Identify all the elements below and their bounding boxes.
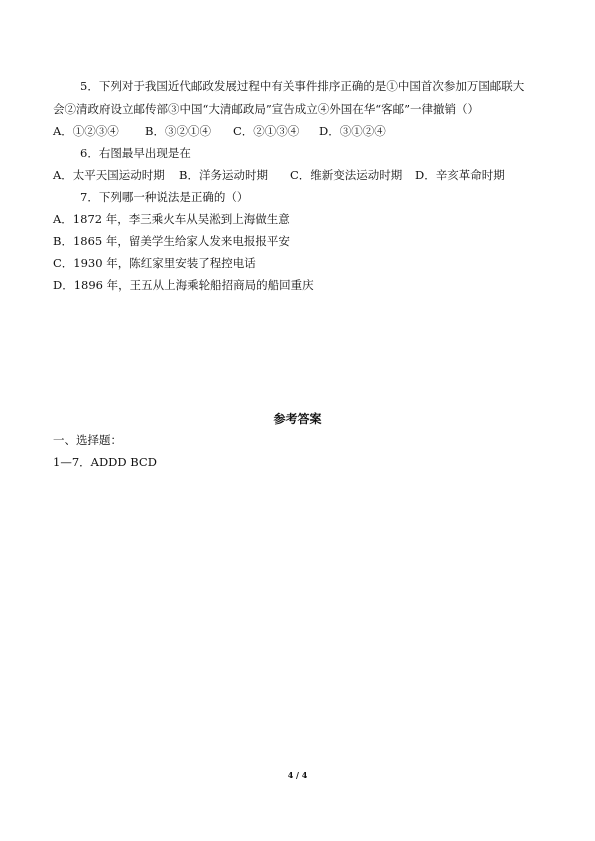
question-6-options xyxy=(53,167,505,183)
question-7-option-a: A．1872 年，李三乘火车从吴淞到上海做生意 xyxy=(53,212,290,226)
question-7-option-d: D．1896 年，王五从上海乘轮船招商局的船回重庆 xyxy=(53,278,314,292)
option-a: A．太平天国运动时期 xyxy=(53,168,165,182)
question-7-option-c: C．1930 年，陈红家里安装了程控电话 xyxy=(53,256,256,270)
option-a: A．①②③④ xyxy=(53,124,119,138)
answers-section-heading: 一、选择题： xyxy=(53,433,122,447)
option-d: D．辛亥革命时期 xyxy=(415,168,505,182)
page-number: 4 / 4 xyxy=(287,770,308,780)
question-7-option-b: B．1865 年，留美学生给家人发来电报报平安 xyxy=(53,234,290,248)
option-b: B．③②①④ xyxy=(145,124,211,138)
option-b: B．洋务运动时期 xyxy=(179,168,268,182)
question-5-options xyxy=(53,123,386,139)
option-c: C．维新变法运动时期 xyxy=(290,168,403,182)
question-5-line-1: 5．下列对于我国近代邮政发展过程中有关事件排序正确的是①中国首次参加万国邮联大 xyxy=(80,79,525,93)
question-6-stem: 6．右图最早出现是在 xyxy=(80,146,191,160)
answers-line: 1—7．ADDD BCD xyxy=(53,455,157,469)
question-5-line-2: 会②清政府设立邮传部③中国“大清邮政局”宣告成立④外国在华“客邮”一律撤销（） xyxy=(53,102,480,116)
option-c: C．②①③④ xyxy=(233,124,300,138)
answers-title: 参考答案 xyxy=(273,412,322,426)
option-d: D．③①②④ xyxy=(319,124,386,138)
question-7-stem: 7．下列哪一种说法是正确的（） xyxy=(80,190,249,204)
